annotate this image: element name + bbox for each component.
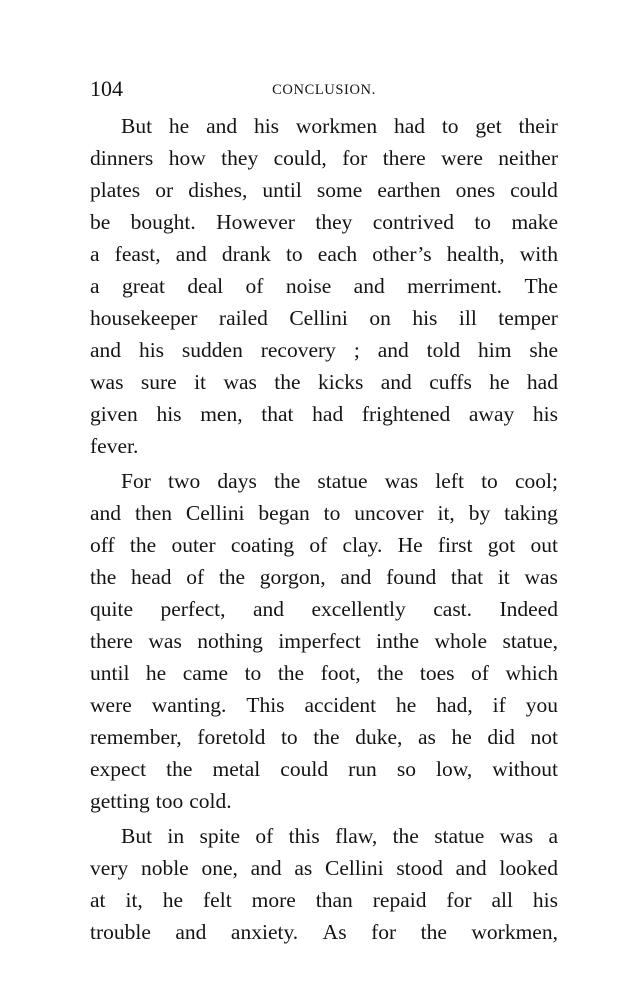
word: of	[186, 565, 205, 589]
word: were	[90, 693, 132, 717]
text-line	[90, 398, 558, 430]
word: whole	[434, 629, 488, 653]
text-line	[90, 529, 558, 561]
word: and	[90, 338, 122, 362]
word: the	[273, 469, 301, 493]
word: without	[492, 757, 558, 781]
word: stood	[396, 856, 443, 880]
word: for	[371, 920, 397, 944]
word: him	[477, 338, 512, 362]
word: health,	[446, 242, 505, 266]
word: that	[261, 402, 294, 426]
text-line	[90, 334, 558, 366]
text-line	[90, 302, 558, 334]
word: bought.	[130, 210, 196, 234]
text-line	[90, 916, 558, 948]
text-line	[90, 206, 558, 238]
word: by	[468, 501, 491, 525]
text-line	[90, 465, 558, 497]
text-line	[90, 366, 558, 398]
word: then	[134, 501, 172, 525]
word: to	[481, 469, 498, 493]
paragraph	[90, 110, 558, 462]
word: they	[315, 210, 353, 234]
word: he	[162, 888, 184, 912]
word: found	[386, 565, 437, 589]
word: ill	[458, 306, 477, 330]
word: than	[315, 888, 353, 912]
word: For	[121, 469, 151, 493]
text-line	[90, 270, 558, 302]
word: However	[216, 210, 295, 234]
word: he	[396, 693, 417, 717]
word: and	[353, 274, 385, 298]
word: coating	[230, 533, 295, 557]
word: get	[475, 114, 502, 138]
word: the	[166, 757, 193, 781]
word: spite	[199, 824, 241, 848]
word: workmen	[295, 114, 378, 138]
word: could	[280, 757, 329, 781]
word: statue	[434, 824, 485, 848]
word: taking	[504, 501, 558, 525]
word: kicks	[317, 370, 364, 394]
word: He	[397, 533, 423, 557]
word: imperfect	[278, 629, 361, 653]
word: of	[255, 824, 274, 848]
word: his	[156, 402, 182, 426]
text-line	[90, 657, 558, 689]
word: make	[511, 210, 558, 234]
word: the	[392, 824, 419, 848]
word: at	[90, 888, 106, 912]
word: inthe	[376, 629, 420, 653]
word: the	[129, 533, 157, 557]
word: and	[377, 338, 409, 362]
word: there	[90, 629, 133, 653]
word: and	[175, 242, 207, 266]
word: their	[518, 114, 558, 138]
word: as	[294, 856, 313, 880]
word: off	[90, 533, 115, 557]
word: how	[168, 146, 206, 170]
word: was	[524, 565, 558, 589]
word: men,	[200, 402, 243, 426]
word: for	[446, 888, 472, 912]
word: more	[251, 888, 296, 912]
word: out	[530, 533, 558, 557]
word: all	[491, 888, 513, 912]
word: and	[206, 114, 238, 138]
word: feast,	[114, 242, 161, 266]
word: and	[90, 501, 122, 525]
word: sudden	[181, 338, 243, 362]
word: with	[519, 242, 558, 266]
word: one,	[201, 856, 238, 880]
word: gorgon,	[259, 565, 326, 589]
word: deal	[187, 274, 224, 298]
word: and	[250, 856, 282, 880]
word: days	[217, 469, 257, 493]
word: it,	[437, 501, 455, 525]
text-line	[90, 689, 558, 721]
word: temper	[498, 306, 558, 330]
word: was	[223, 370, 257, 394]
word: so	[396, 757, 416, 781]
word: could,	[273, 146, 327, 170]
text-line	[90, 721, 558, 753]
word: the	[274, 370, 301, 394]
word: contrived	[372, 210, 454, 234]
word: his	[412, 306, 438, 330]
word: had	[393, 114, 425, 138]
word: foot,	[320, 661, 361, 685]
word: a	[90, 274, 100, 298]
word: left	[435, 469, 464, 493]
word: some	[316, 178, 363, 202]
word: As	[322, 920, 347, 944]
word: sure	[140, 370, 177, 394]
word: did	[487, 725, 515, 749]
word: clay.	[342, 533, 383, 557]
word: workmen,	[471, 920, 558, 944]
word: metal	[212, 757, 261, 781]
word: noise	[285, 274, 332, 298]
word: could	[510, 178, 558, 202]
word: he	[145, 661, 167, 685]
word: that	[450, 565, 484, 589]
word: dinners	[90, 146, 154, 170]
word: it	[497, 565, 510, 589]
word: The	[524, 274, 558, 298]
word: he	[489, 370, 510, 394]
word: until	[90, 661, 130, 685]
text-line	[90, 593, 558, 625]
word: each	[317, 242, 358, 266]
word: remember,	[90, 725, 182, 749]
word: and	[252, 597, 284, 621]
word: was	[90, 370, 124, 394]
word: on	[369, 306, 391, 330]
word: the	[420, 920, 447, 944]
word: housekeeper	[90, 306, 198, 330]
word: anxiety.	[230, 920, 299, 944]
word: too	[155, 789, 184, 813]
word: which	[505, 661, 558, 685]
word: the	[218, 565, 246, 589]
word: his	[138, 338, 165, 362]
word: plates	[90, 178, 141, 202]
word: drank	[221, 242, 271, 266]
word: fever.	[90, 434, 139, 458]
word: told	[426, 338, 461, 362]
word: if	[492, 693, 506, 717]
word: cool;	[514, 469, 558, 493]
word: other’s	[372, 242, 432, 266]
word: great	[121, 274, 165, 298]
text-line	[90, 142, 558, 174]
word: not	[530, 725, 558, 749]
word: uncover	[354, 501, 424, 525]
word: quite	[90, 597, 133, 621]
word: flaw,	[335, 824, 378, 848]
word: he	[168, 114, 190, 138]
word: getting	[90, 789, 150, 813]
word: This	[246, 693, 285, 717]
word: dishes,	[188, 178, 248, 202]
word: a	[90, 242, 100, 266]
word: and	[455, 856, 487, 880]
word: frightened	[361, 402, 451, 426]
word: his	[532, 888, 558, 912]
word: to	[244, 661, 262, 685]
word: were	[441, 146, 483, 170]
word: ;	[353, 338, 360, 362]
word: began	[258, 501, 310, 525]
word: very	[90, 856, 129, 880]
word: statue	[317, 469, 368, 493]
word: foretold	[197, 725, 266, 749]
word: there	[382, 146, 426, 170]
text-line	[90, 430, 558, 462]
word: cold.	[189, 789, 232, 813]
word: you	[525, 693, 558, 717]
word: she	[529, 338, 558, 362]
word: to	[474, 210, 492, 234]
word: excellently	[311, 597, 406, 621]
word: perfect,	[160, 597, 226, 621]
word: in	[167, 824, 185, 848]
word: or	[155, 178, 174, 202]
word: he	[451, 725, 472, 749]
word: Cellini	[185, 501, 245, 525]
word: statue,	[502, 629, 558, 653]
word: trouble	[90, 920, 151, 944]
word: two	[168, 469, 201, 493]
word: got	[487, 533, 516, 557]
word: and	[175, 920, 207, 944]
word: Cellini	[289, 306, 348, 330]
word: neither	[498, 146, 558, 170]
word: recovery	[260, 338, 336, 362]
word: had	[526, 370, 558, 394]
word: the	[377, 661, 404, 685]
word: away	[468, 402, 515, 426]
word: But	[121, 114, 153, 138]
paragraph	[90, 465, 558, 817]
text-line	[90, 497, 558, 529]
word: was	[384, 469, 419, 493]
word: it,	[125, 888, 143, 912]
text-line	[90, 625, 558, 657]
word: was	[499, 824, 534, 848]
word: a	[548, 824, 558, 848]
text-line	[90, 785, 558, 817]
word: for	[342, 146, 368, 170]
word: Indeed	[499, 597, 558, 621]
word: Cellini	[325, 856, 384, 880]
word: earthen	[377, 178, 441, 202]
word: accident	[304, 693, 377, 717]
word: wanting.	[151, 693, 227, 717]
word: felt	[203, 888, 232, 912]
word: was	[148, 629, 182, 653]
word: to	[280, 725, 298, 749]
word: cuffs	[429, 370, 472, 394]
text-line	[90, 238, 558, 270]
word: outer	[171, 533, 216, 557]
word: and	[380, 370, 412, 394]
word: had	[312, 402, 344, 426]
word: his	[253, 114, 280, 138]
word: be	[90, 210, 111, 234]
text-line	[90, 561, 558, 593]
word: it	[194, 370, 207, 394]
word: to	[441, 114, 459, 138]
word: the	[90, 565, 117, 589]
word: But	[121, 824, 153, 848]
word: to	[285, 242, 303, 266]
word: given	[90, 402, 138, 426]
word: had,	[436, 693, 473, 717]
body-text	[90, 110, 558, 948]
page-number: 104	[90, 76, 123, 101]
word: noble	[140, 856, 189, 880]
word: repaid	[372, 888, 427, 912]
word: run	[348, 757, 377, 781]
text-line	[90, 820, 558, 852]
word: duke,	[355, 725, 403, 749]
word: the	[313, 725, 340, 749]
page-header	[90, 74, 558, 104]
word: low,	[436, 757, 473, 781]
word: came	[182, 661, 229, 685]
word: his	[532, 402, 558, 426]
running-title: CONCLUSION.	[272, 82, 376, 98]
word: until	[262, 178, 302, 202]
text-line	[90, 174, 558, 206]
text-line	[90, 110, 558, 142]
word: head	[130, 565, 172, 589]
text-line	[90, 852, 558, 884]
word: nothing	[197, 629, 263, 653]
word: toes	[419, 661, 455, 685]
word: of	[309, 533, 328, 557]
word: expect	[90, 757, 147, 781]
text-line	[90, 753, 558, 785]
word: to	[323, 501, 341, 525]
word: of	[471, 661, 489, 685]
word: looked	[499, 856, 558, 880]
word: first	[437, 533, 473, 557]
word: the	[277, 661, 305, 685]
word: ones	[455, 178, 496, 202]
word: and	[340, 565, 372, 589]
text-line	[90, 884, 558, 916]
word: of	[245, 274, 264, 298]
word: as	[417, 725, 436, 749]
paragraph	[90, 820, 558, 948]
word: railed	[218, 306, 268, 330]
word: they	[221, 146, 259, 170]
word: cast.	[433, 597, 473, 621]
word: this	[288, 824, 320, 848]
word: merriment.	[407, 274, 503, 298]
